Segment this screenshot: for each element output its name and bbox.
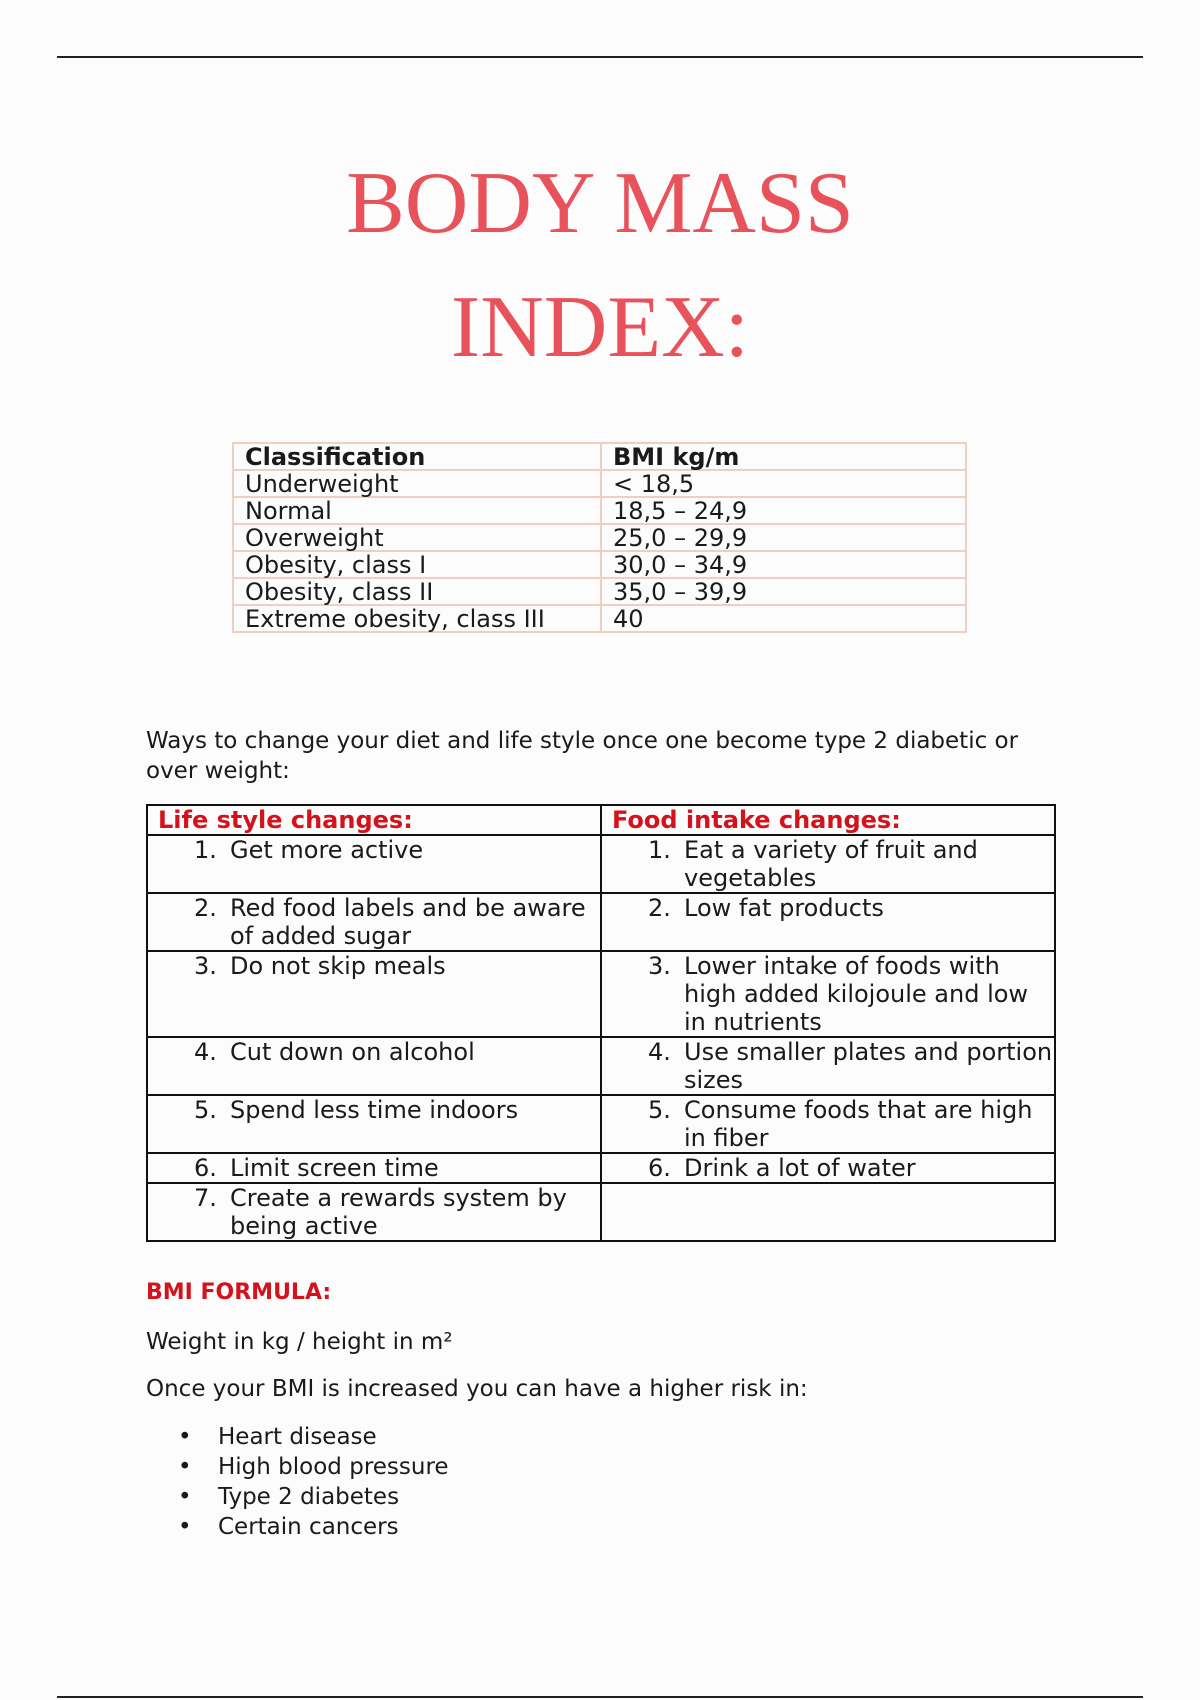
bmi-class-cell: Underweight (233, 470, 601, 497)
risk-item: Heart disease (218, 1424, 377, 1450)
bmi-classification-table (232, 442, 967, 633)
intro-paragraph: Ways to change your diet and life style once one become type 2 diabetic or over weight: (146, 728, 1019, 784)
list-item (602, 952, 1054, 1036)
bullet-icon: • (178, 1454, 192, 1480)
item-text: Limit screen time (230, 1154, 439, 1182)
item-number: 3. (648, 952, 671, 980)
table-row (233, 524, 966, 551)
table-row (147, 1037, 1055, 1095)
list-item (148, 894, 600, 950)
bmi-class-cell: Normal (233, 497, 601, 524)
food-cell (601, 1153, 1055, 1183)
bmi-header-value: BMI kg/m (601, 443, 966, 470)
table-row (147, 1183, 1055, 1241)
list-item (146, 1512, 449, 1542)
bmi-class-cell: Extreme obesity, class III (233, 605, 601, 632)
item-number: 7. (194, 1184, 217, 1212)
lifestyle-cell (147, 951, 601, 1037)
table-row (233, 605, 966, 632)
lifestyle-cell (147, 1183, 601, 1241)
title-line-1: BODY MASS (346, 155, 854, 252)
list-item (148, 952, 600, 980)
bmi-value-cell: 40 (601, 605, 966, 632)
bmi-value-cell: 25,0 – 29,9 (601, 524, 966, 551)
bmi-value-cell: < 18,5 (601, 470, 966, 497)
item-text: Drink a lot of water (684, 1154, 916, 1182)
table-row (233, 497, 966, 524)
item-text: Do not skip meals (230, 952, 446, 980)
list-item (602, 1096, 1054, 1152)
lifestyle-cell (147, 835, 601, 893)
list-item (602, 836, 1054, 892)
item-text: Lower intake of foods with high added kilojoule and low in nutrients (684, 952, 1029, 1036)
item-number: 6. (648, 1154, 671, 1182)
bullet-icon: • (178, 1484, 192, 1510)
item-number: 3. (194, 952, 217, 980)
food-cell (601, 1037, 1055, 1095)
bullet-icon: • (178, 1424, 192, 1450)
item-number: 1. (194, 836, 217, 864)
table-row (233, 578, 966, 605)
lifestyle-cell (147, 1095, 601, 1153)
item-text: Low fat products (684, 894, 884, 922)
risk-item: Type 2 diabetes (218, 1484, 400, 1510)
risk-item: High blood pressure (218, 1454, 449, 1480)
lifestyle-cell (147, 1037, 601, 1095)
formula-heading: BMI FORMULA: (146, 1280, 332, 1305)
item-text: Spend less time indoors (230, 1096, 519, 1124)
table-row (233, 551, 966, 578)
food-cell (601, 835, 1055, 893)
item-number: 4. (648, 1038, 671, 1066)
table-row (147, 1095, 1055, 1153)
bmi-value-cell: 30,0 – 34,9 (601, 551, 966, 578)
bmi-header-classification: Classification (233, 443, 601, 470)
list-item (146, 1452, 449, 1482)
list-item (146, 1422, 449, 1452)
risk-intro: Once your BMI is increased you can have a higher risk in: (146, 1376, 808, 1402)
formula-text: Weight in kg / height in m² (146, 1329, 453, 1355)
list-item (602, 1038, 1054, 1094)
food-cell-empty (601, 1183, 1055, 1241)
food-cell (601, 1095, 1055, 1153)
item-text: Use smaller plates and portion sizes (684, 1038, 1053, 1094)
footer-rule (57, 1696, 1143, 1698)
lifestyle-header: Life style changes: (147, 805, 601, 835)
list-item (148, 1154, 600, 1182)
item-text: Create a rewards system by being active (230, 1184, 567, 1240)
list-item (602, 1154, 1054, 1182)
header-rule (57, 56, 1143, 58)
item-text: Red food labels and be aware of added sugar (230, 894, 586, 950)
item-number: 4. (194, 1038, 217, 1066)
item-number: 6. (194, 1154, 217, 1182)
lifestyle-cell (147, 893, 601, 951)
list-item (602, 894, 1054, 922)
item-text: Consume foods that are high in fiber (684, 1096, 1033, 1152)
bmi-value-cell: 35,0 – 39,9 (601, 578, 966, 605)
bmi-class-cell: Overweight (233, 524, 601, 551)
bmi-class-cell: Obesity, class I (233, 551, 601, 578)
changes-table (146, 804, 1056, 1242)
bmi-table-header (233, 443, 966, 470)
table-row (147, 893, 1055, 951)
item-text: Eat a variety of fruit and vegetables (684, 836, 978, 892)
bmi-value-cell: 18,5 – 24,9 (601, 497, 966, 524)
food-header: Food intake changes: (601, 805, 1055, 835)
list-item (148, 1038, 600, 1066)
table-row (147, 1153, 1055, 1183)
item-number: 2. (648, 894, 671, 922)
bmi-class-cell: Obesity, class II (233, 578, 601, 605)
item-number: 1. (648, 836, 671, 864)
item-number: 2. (194, 894, 217, 922)
food-cell (601, 893, 1055, 951)
risk-item: Certain cancers (218, 1514, 399, 1540)
item-text: Get more active (230, 836, 424, 864)
item-number: 5. (648, 1096, 671, 1124)
risk-list (146, 1422, 449, 1542)
table-row (147, 951, 1055, 1037)
table-row (233, 470, 966, 497)
table-row (147, 835, 1055, 893)
lifestyle-cell (147, 1153, 601, 1183)
list-item (148, 1096, 600, 1124)
item-number: 5. (194, 1096, 217, 1124)
list-item (148, 1184, 600, 1240)
bullet-icon: • (178, 1514, 192, 1540)
food-cell (601, 951, 1055, 1037)
title-line-2: INDEX: (450, 279, 750, 376)
list-item (148, 836, 600, 864)
page-title (0, 142, 1200, 390)
changes-table-header (147, 805, 1055, 835)
item-text: Cut down on alcohol (230, 1038, 475, 1066)
list-item (146, 1482, 449, 1512)
